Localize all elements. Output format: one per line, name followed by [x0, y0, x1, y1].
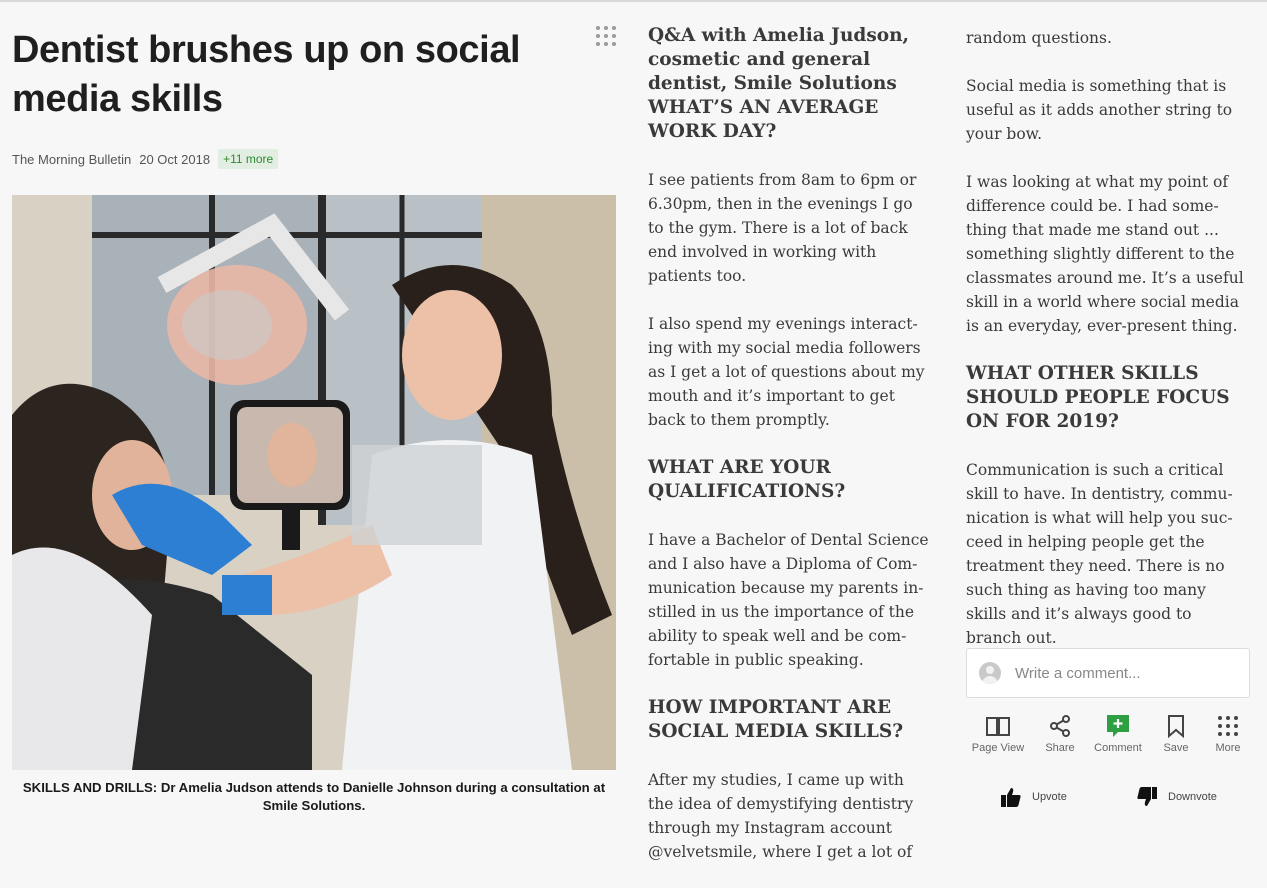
avatar	[979, 662, 1001, 684]
more-icon	[1214, 714, 1242, 738]
comment-icon	[1104, 714, 1132, 738]
comment-label: Comment	[1094, 742, 1142, 754]
comment-input[interactable]	[1013, 664, 1237, 683]
save-button[interactable]	[1146, 714, 1206, 754]
share-label: Share	[1045, 742, 1075, 754]
paragraph: random questions.	[966, 29, 1112, 47]
photo-caption: SKILLS AND DRILLS: Dr Amelia Judson attends to Danielle Johnson during a consultation at Smile Solutions.	[22, 780, 606, 813]
share-icon	[1046, 714, 1074, 738]
article-title: Dentist brushes up on social media skills	[12, 29, 521, 120]
paragraph: After my studies, I came up with the idea of demystifying dentistry through my Instagram account @velvetsmile, where I get a lot of	[648, 771, 914, 861]
article-body-column-3	[966, 26, 1251, 674]
page-view-icon	[984, 714, 1012, 738]
downvote-button[interactable]	[1136, 784, 1217, 810]
page-view-label: Page View	[971, 742, 1025, 754]
paragraph: I also spend my evenings interacting with my social media followers as I get a lot of questions about my mouth and it’s important to get back to them promptly.	[648, 315, 925, 429]
article-photo	[12, 195, 616, 770]
article-header	[12, 26, 616, 815]
article-source[interactable]: The Morning Bulletin	[12, 151, 132, 167]
paragraph: I have a Bachelor of Dental Science and I also have a Diploma of Communication because my parents instilled in us the importance of the ability to speak well and be comfortable in public speaking.	[648, 531, 929, 669]
article-body-column-2	[648, 24, 933, 888]
article-date: 20 Oct 2018	[139, 151, 211, 167]
more-tag[interactable]: +11 more	[218, 149, 278, 169]
grip-icon[interactable]	[594, 24, 618, 48]
article-meta	[12, 149, 616, 169]
comment-button[interactable]	[1088, 714, 1148, 754]
thumbs-down-icon	[1136, 786, 1158, 808]
paragraph: I was looking at what my point of difference could be. I had something that made me stand out ... something slightly different to the classmates around me. It’s a useful skill in a world where social media is an everyday, ever-present thing.	[966, 173, 1244, 335]
save-icon	[1162, 714, 1190, 738]
section-heading: HOW IMPORTANT ARE SOCIAL MEDIA SKILLS?	[648, 697, 904, 742]
paragraph: Communication is such a critical skill to have. In dentistry, communication is what will help you succeed in helping people get the treatment they need. There is no such thing as having too many skills and it’s always good to branch out.	[966, 461, 1233, 647]
section-heading: WHAT OTHER SKILLS SHOULD PEOPLE FOCUS ON FOR 2019?	[966, 363, 1230, 432]
upvote-label: Upvote	[1032, 791, 1067, 803]
article-toolbar	[966, 714, 1256, 760]
downvote-label: Downvote	[1168, 791, 1217, 803]
more-button[interactable]	[1198, 714, 1258, 754]
top-divider	[0, 0, 1267, 2]
section-heading: WHAT ARE YOUR QUALIFICATIONS?	[648, 457, 846, 502]
comment-box[interactable]	[966, 648, 1250, 698]
thumbs-up-icon	[1000, 786, 1022, 808]
paragraph: I see patients from 8am to 6pm or 6.30pm, then in the evenings I go to the gym. There is a lot of back end involved in working with patients too.	[648, 171, 917, 285]
share-button[interactable]	[1030, 714, 1090, 754]
section-heading: Q&A with Amelia Judson, cosmetic and general dentist, Smile Solutions WHAT’S AN AVERAGE WORK DAY?	[648, 25, 909, 142]
dentist-photo-illustration	[12, 195, 616, 770]
upvote-button[interactable]	[1000, 784, 1067, 810]
more-label: More	[1215, 742, 1241, 754]
paragraph: Social media is something that is useful as it adds another string to your bow.	[966, 77, 1233, 143]
page-view-button[interactable]	[968, 714, 1028, 754]
save-label: Save	[1163, 742, 1189, 754]
